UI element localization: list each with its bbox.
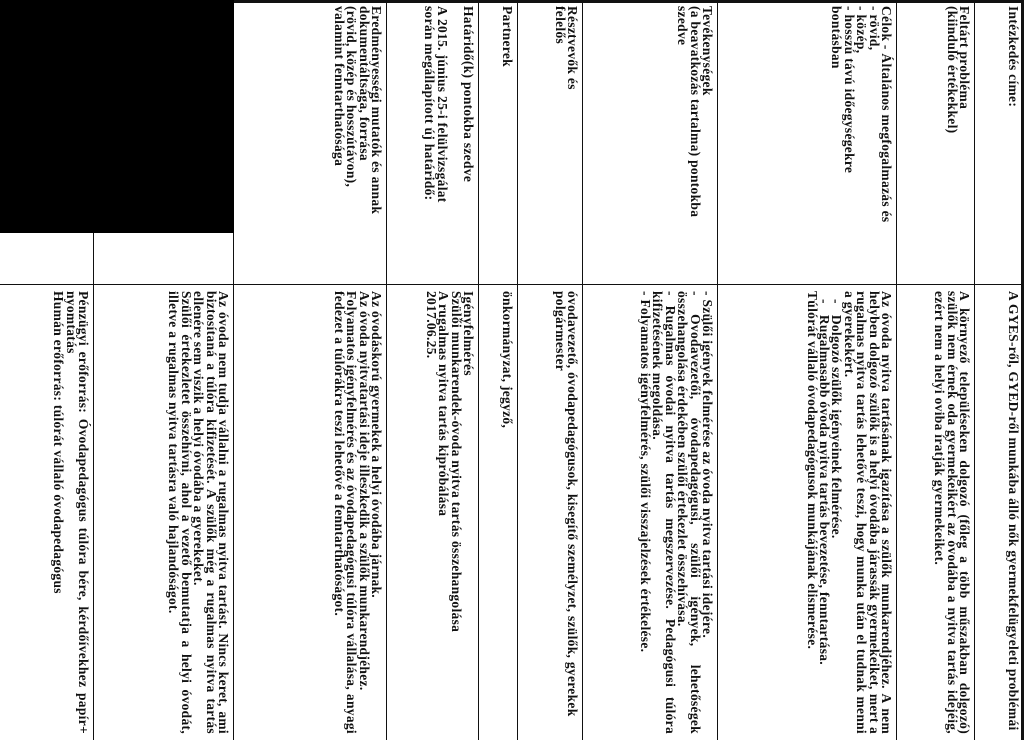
table-row-goals [718, 0, 897, 740]
row-value [975, 285, 1023, 740]
label-line: Célok - Általános megfogalmazás és [879, 6, 894, 223]
value-line: - Óvodavezetői, óvodapedagógusi, szülői igények, lehetőségek összehangolása érdekében szülői értekezlet összehívása. [675, 291, 703, 734]
table-row-participants [518, 0, 583, 740]
value-line: önkormányzat, jegyző, [500, 291, 515, 429]
bullet-item: Rugalmasabb óvoda nyitva tartás bevezetése, fenntartása. [816, 314, 832, 665]
value-line: Szülői értekezletet összehívni, ahol a vezető bemutatja a helyi óvodát, illetve a rugalmas nyitva tartásra való hajlandóságot. [166, 291, 194, 734]
value-line: A környező településeken dolgozó (főleg a több műszakban dolgozó) szülők nem érnek oda gyermekeikért az óvodába a nyitva tartás idejéig, ezért nem a helyi oviba íratják gyermekeiket. [932, 291, 972, 734]
value-line: Igényfelmérés [461, 291, 476, 376]
scan-black-area [0, 0, 234, 233]
row-value [234, 285, 386, 740]
row-label [583, 0, 717, 285]
label-line: Eredményességi mutatók és annak [369, 6, 384, 215]
row-label [387, 0, 478, 285]
row-label [518, 0, 582, 285]
row-value [518, 285, 582, 740]
label-line: (kiinduló értékekkel) [944, 6, 960, 134]
label-line: Határidő(k) pontokba szedve [461, 6, 476, 183]
row-value [718, 285, 896, 740]
label-line: során megállapított új határidő: [422, 6, 438, 201]
label-line: - hosszú távú időegységekre [841, 6, 857, 174]
value-line: Folyamatos igényfelmérés és az óvodapedagógusi túlóra vállalása, anyagi fedezet a túlórákra teszi lehetővé a fenntarthatóságot. [331, 291, 360, 734]
row-label [479, 0, 517, 285]
label-line: - rövid, [866, 6, 882, 51]
value-line: Az óvoda nem tudja vállalni a rugalmas nyitva tartást. Nincs keret, ami biztosítaná a túlóra kifizetését. A szülők még a rugalmas nyitva tartás ellenére sem viszik a helyi óvodába a gyerekeket. [191, 291, 231, 734]
table-row-partners [479, 0, 518, 740]
table-row-indicators [234, 0, 387, 740]
value-line: 2017.06.25. [423, 291, 439, 359]
label-line: Tevékenységek [700, 6, 715, 96]
label-line: bontásban [829, 6, 845, 69]
value-line: Az óvoda nyitva tartásának igazítása a szülők munkarendjéhez. A nem helyben dolgozó szülők is a helyi óvodába járassák gyermekeiket, mert a rugalmas nyitva tartás lehetővé teszi, hogy munka után el tudnak menni a gyerekekért. [841, 291, 894, 734]
label-line: szedve [675, 6, 691, 46]
value-line: - Rugalmas óvodai nyitva tartás megszervezése. Pedagógusi túlóra kifizetésének megoldása. [650, 291, 678, 734]
value-line: óvodavezető, óvodapedagógusok, kisegítő személyzet, szülők, gyerekek [565, 291, 580, 717]
value-line: Túlórát vállaló óvodapedagógusok munkájának elismerése. [804, 291, 820, 650]
label-line: (rövid, közép és hosszútávon), [344, 6, 360, 188]
label-line: (a beavatkozás tartalma) pontokba [687, 6, 703, 218]
row-value [94, 285, 233, 740]
label-line: felelős [552, 6, 568, 45]
bullet-item: Dolgozó szülők igényeinek felmérése. [829, 314, 845, 539]
value-line: Az óvoda nyitvatartási ideje illeszkedik a szülők munkarendjéhez. [356, 291, 372, 691]
label-line: dokumentáltsága, forrása [356, 6, 372, 161]
row-value [897, 285, 974, 740]
value-line: A GYES-ről, GYED-ről munkába álló nők gyermekfelügyeleti problémái [1006, 291, 1021, 731]
row-value [387, 285, 478, 740]
bullet-row: - Rugalmasabb óvoda nyitva tartás bevezetése, fenntartása. [816, 299, 832, 665]
label-line: A 2015. június 25-i felülvizsgálat [434, 6, 450, 203]
row-value [0, 285, 93, 740]
value-line: Szülői munkarendek-óvoda nyitva tartás összehangolása [448, 291, 464, 633]
label-line: Feltárt probléma [957, 6, 972, 110]
value-line: Az óvodáskorú gyermekek a helyi óvodába járnak. [369, 291, 384, 598]
row-label [718, 0, 896, 285]
table-row-problem [897, 0, 975, 740]
row-label [897, 0, 974, 285]
label-line: Partnerek [500, 6, 515, 67]
table-row-deadlines [387, 0, 479, 740]
value-line: Pénzügyi erőforrás: Óvodapedagógus túlóra bére, kérdőívekhez papír+ nyomtatás [63, 291, 91, 734]
label-line: Résztvevők és [565, 6, 580, 90]
value-line: - Folyamatos igényfelmérés, szülői visszajelzések értékelése. [637, 291, 653, 653]
table-row-activities [583, 0, 718, 740]
label-line: valamint fenntarthatósága [331, 6, 347, 167]
value-line: polgármester [552, 291, 568, 372]
row-label [234, 0, 386, 285]
row-value [479, 285, 517, 740]
label-line: Intézkedés címe: [1006, 6, 1021, 108]
label-line: - közép, [854, 6, 870, 54]
row-label [975, 0, 1023, 285]
row-value [583, 285, 717, 740]
table-row-title [975, 0, 1024, 740]
bullet-row: - Dolgozó szülők igényeinek felmérése. [829, 299, 845, 539]
value-line: - Szülői igények felmérése az óvoda nyitva tartási idejére. [700, 291, 715, 639]
value-line: Humán erőforrás: túlórát vállaló óvodapedagógus [51, 291, 67, 594]
value-line: A rugalmas nyitva tartás kipróbálása [436, 291, 452, 517]
